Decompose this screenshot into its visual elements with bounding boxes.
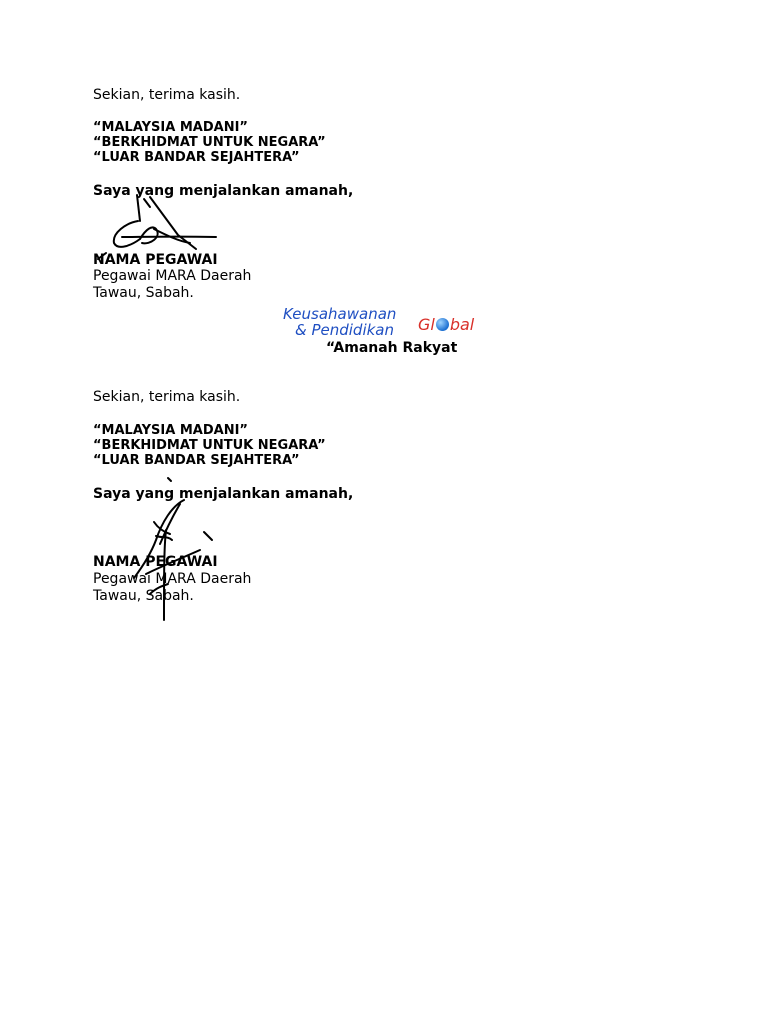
closing-text: Sekian, terima kasih.: [93, 389, 241, 405]
keusahawanan-pendidikan-global-logo: [281, 304, 491, 344]
slogan-line-1: “MALAYSIA MADANI”: [93, 120, 248, 135]
slogan-line-2: “BERKHIDMAT UNTUK NEGARA”: [93, 135, 326, 150]
amanah-text: Saya yang menjalankan amanah,: [93, 183, 354, 199]
slogan-line-3: “LUAR BANDAR SEJAHTERA”: [93, 150, 300, 165]
officer-name: NAMA PEGAWAI: [93, 252, 218, 268]
officer-title: Pegawai MARA Daerah: [93, 571, 252, 587]
globe-icon: [436, 318, 449, 331]
closing-text: Sekian, terima kasih.: [93, 87, 241, 103]
amanah-text: Saya yang menjalankan amanah,: [93, 486, 354, 502]
officer-location: Tawau, Sabah.: [93, 588, 194, 604]
logo-line-1: Keusahawanan: [283, 305, 397, 323]
logo-line-2: & Pendidikan: [295, 321, 395, 339]
officer-location: Tawau, Sabah.: [93, 285, 194, 301]
motto-text: “Amanah Rakyat: [326, 340, 458, 356]
logo-global-text: Gl bal: [418, 315, 475, 334]
slogan-line-2: “BERKHIDMAT UNTUK NEGARA”: [93, 438, 326, 453]
officer-title: Pegawai MARA Daerah: [93, 268, 252, 284]
officer-name: NAMA PEGAWAI: [93, 554, 218, 570]
slogan-line-1: “MALAYSIA MADANI”: [93, 423, 248, 438]
slogan-line-3: “LUAR BANDAR SEJAHTERA”: [93, 453, 300, 468]
